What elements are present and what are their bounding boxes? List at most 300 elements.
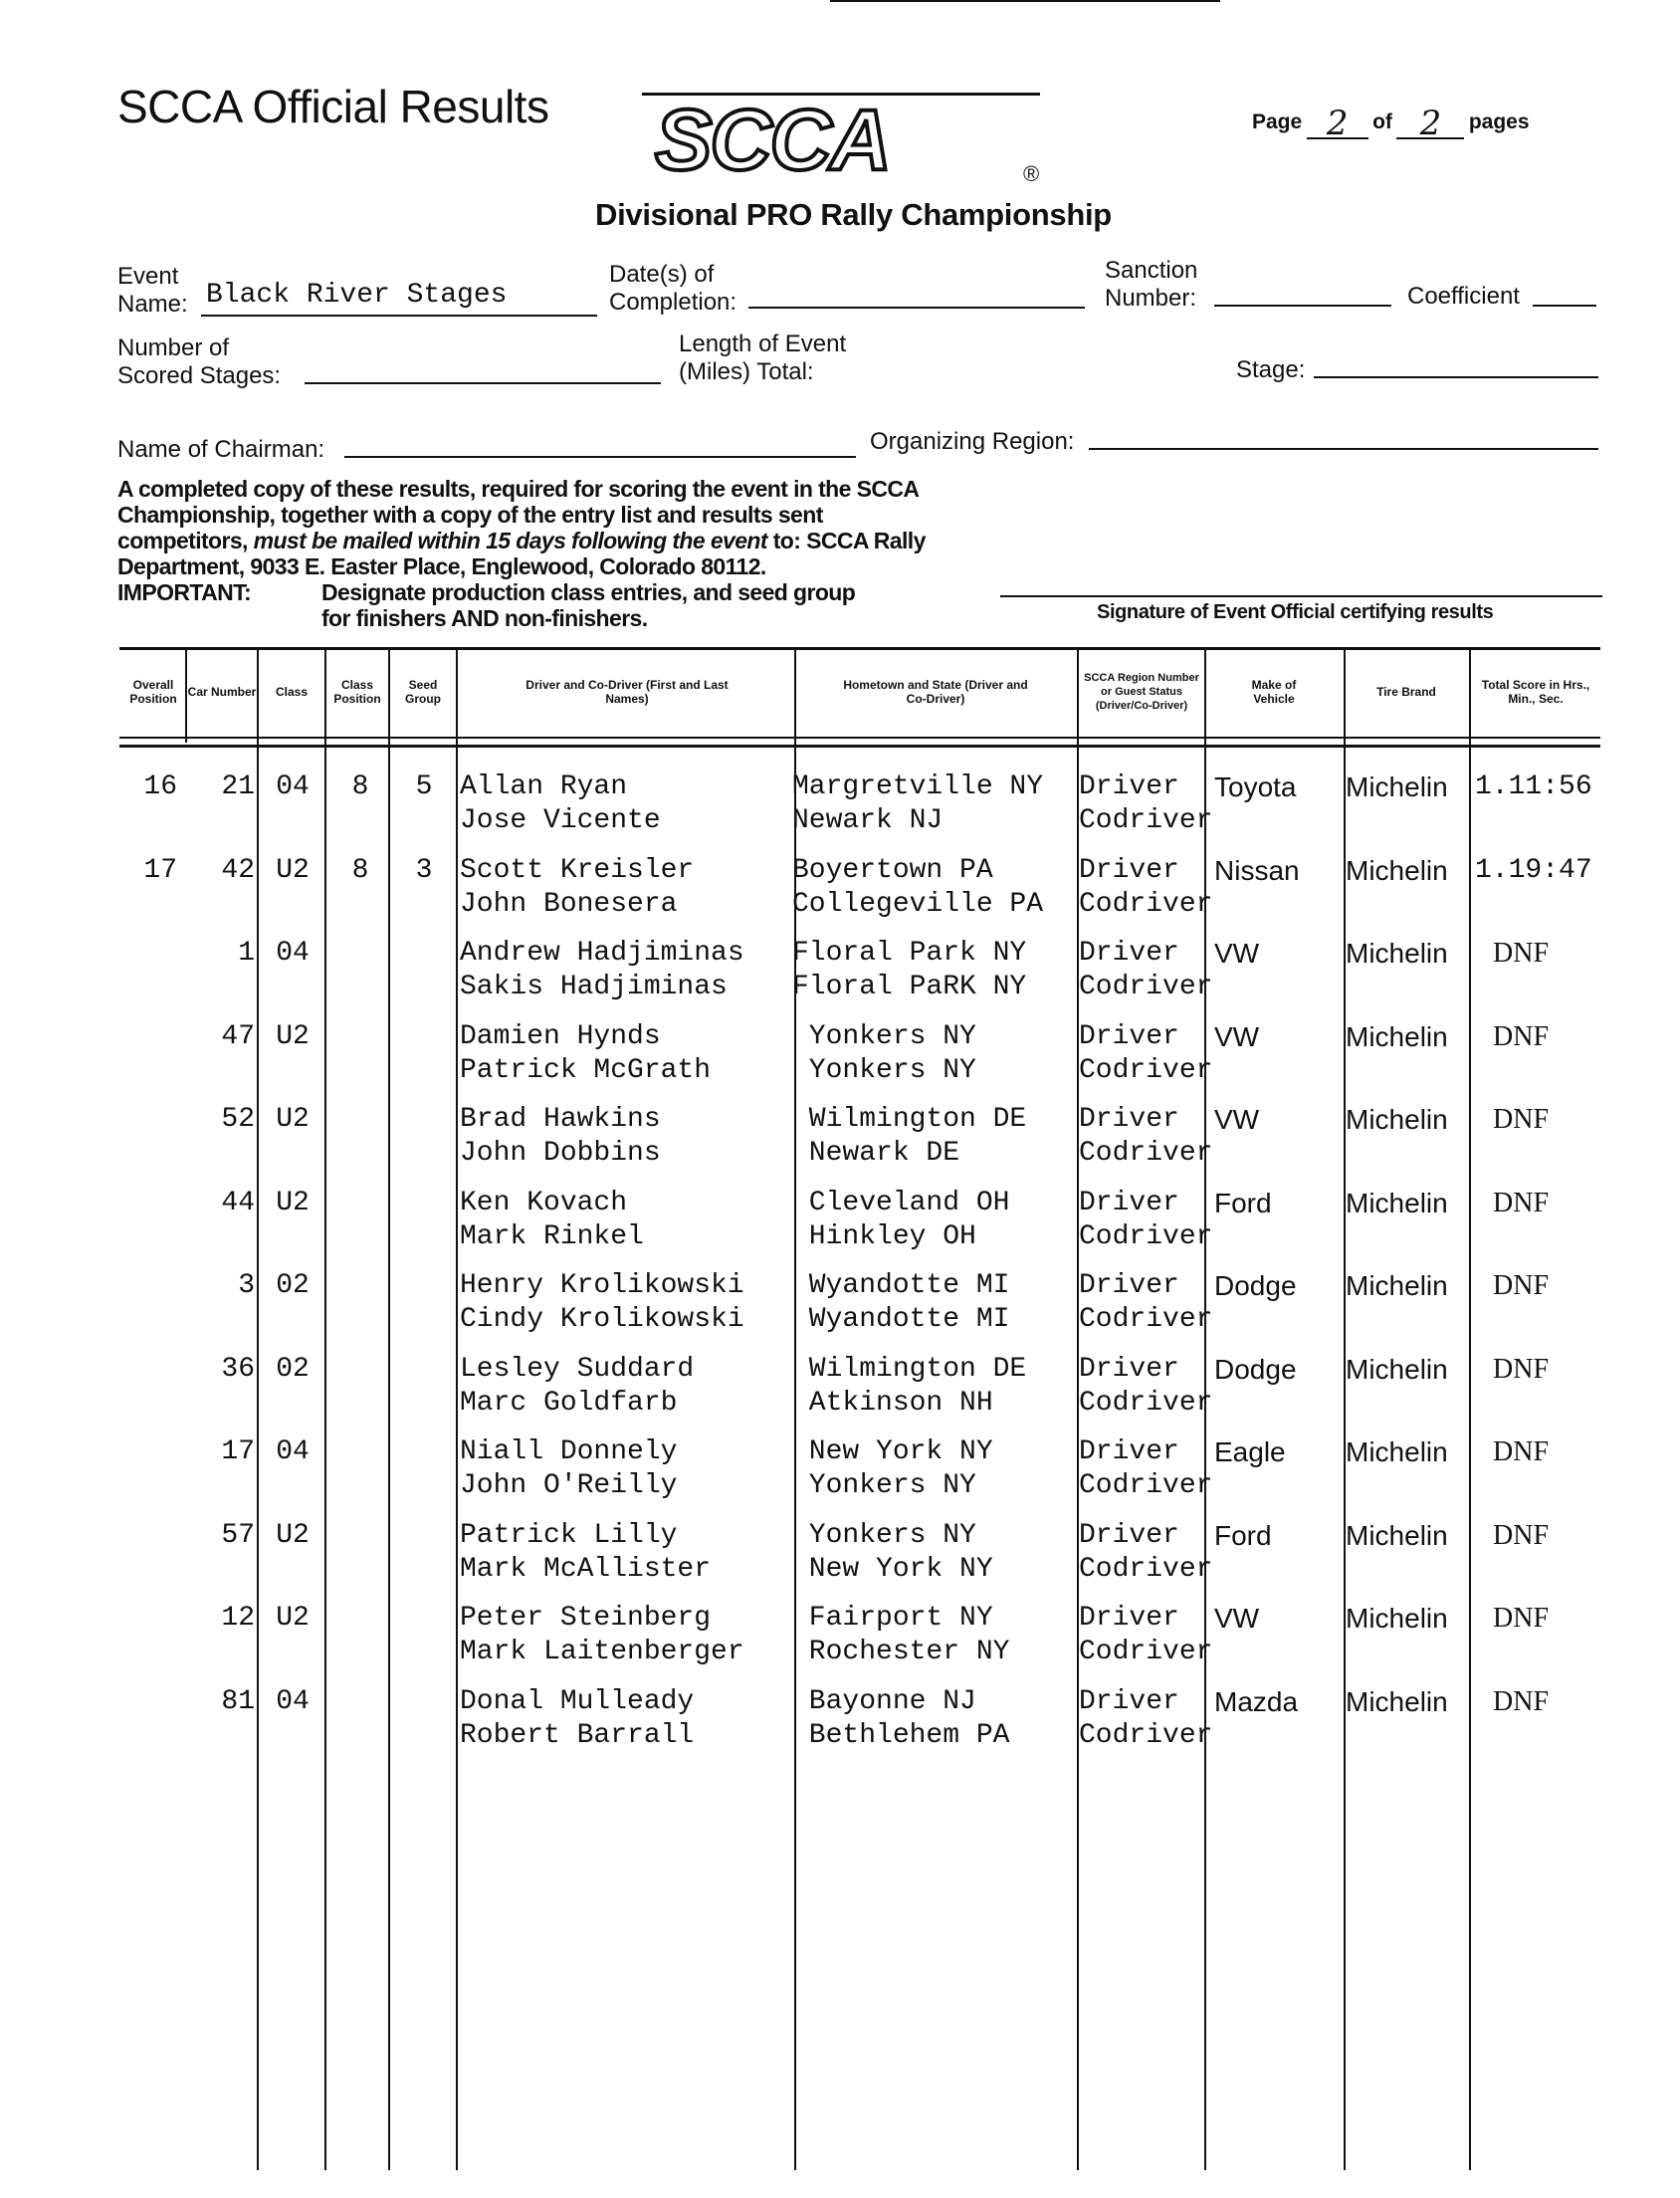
- col-divider-4: [388, 647, 390, 2170]
- car-number: [195, 1020, 255, 1054]
- class: [271, 1519, 315, 1553]
- driver-status: [1079, 1269, 1212, 1337]
- pages-label: pages: [1468, 110, 1530, 133]
- registered-mark: ®: [1023, 161, 1040, 186]
- driver-status-text: Driver: [1079, 771, 1179, 802]
- stages-label-line1: Number of: [117, 334, 230, 361]
- table-header-rule-2: [119, 745, 1600, 748]
- driver-name: [460, 1353, 694, 1421]
- class-position-text: 8: [351, 854, 369, 886]
- car-number: [195, 1353, 255, 1387]
- codriver-status: Codriver: [1079, 1054, 1213, 1086]
- codriver-hometown: Floral PaRK NY: [792, 972, 1027, 1002]
- class-text: 04: [276, 771, 310, 802]
- driver-hometown: [792, 1103, 1026, 1171]
- seed-group: [402, 854, 446, 888]
- dates-label-line1: Date(s) of: [609, 261, 715, 288]
- codriver-name: Cindy Krolikowski: [460, 1304, 744, 1335]
- driver-status-text: Driver: [1079, 938, 1179, 969]
- car-number-text: 57: [221, 1519, 255, 1551]
- driver-status: [1079, 1103, 1212, 1171]
- codriver-status: Codriver: [1079, 1719, 1213, 1751]
- vehicle-make-text: Eagle: [1214, 1436, 1286, 1467]
- class-text: U2: [276, 1020, 310, 1052]
- tire-brand-text: Michelin: [1346, 1020, 1448, 1052]
- region-field-line[interactable]: [1089, 448, 1598, 450]
- class: [271, 1269, 315, 1303]
- important-text-1: Designate production class entries, and seed group: [321, 579, 856, 605]
- class-text: U2: [276, 1519, 310, 1551]
- total-score: [1493, 937, 1549, 971]
- vehicle-make: [1214, 854, 1300, 888]
- driver-status-text: Driver: [1079, 1436, 1179, 1467]
- class: [271, 1602, 315, 1636]
- driver-hometown: [792, 1353, 1026, 1421]
- driver-hometown: [792, 854, 1043, 922]
- total-score-text: 1.19:47: [1475, 854, 1592, 886]
- stage-field-line[interactable]: [1314, 376, 1598, 378]
- event-label-line2: Name:: [117, 291, 188, 318]
- tire-brand-text: Michelin: [1346, 1685, 1448, 1717]
- length-field-line[interactable]: [830, 0, 1220, 2]
- total-score: [1493, 1020, 1549, 1054]
- class-position: [338, 770, 382, 804]
- car-number-text: 47: [221, 1020, 255, 1052]
- driver-status: [1079, 1602, 1212, 1669]
- chairman-field-line[interactable]: [344, 456, 856, 458]
- tire-brand: [1346, 937, 1448, 971]
- codriver-hometown: Collegeville PA: [792, 888, 1044, 920]
- seed-group-text: 3: [415, 854, 433, 886]
- class: [271, 1187, 315, 1220]
- tire-brand: [1346, 1187, 1448, 1220]
- event-name-line: [201, 315, 597, 317]
- col-header-class: Class: [275, 685, 309, 699]
- codriver-status: Codriver: [1079, 1637, 1213, 1667]
- vehicle-make-text: VW: [1214, 1603, 1260, 1634]
- driver-name-text: Niall Donnely: [460, 1436, 678, 1467]
- driver-status: [1079, 854, 1212, 922]
- col-header-make: Make of Vehicle: [1251, 678, 1297, 706]
- vehicle-make-text: Toyota: [1214, 771, 1297, 802]
- vehicle-make-text: Ford: [1214, 1519, 1272, 1551]
- page-label: Page: [1252, 110, 1303, 133]
- driver-hometown-text: Boyertown PA: [792, 854, 993, 886]
- driver-name-text: Damien Hynds: [460, 1020, 661, 1052]
- driver-hometown-text: Bayonne NJ: [792, 1685, 976, 1717]
- codriver-status: Codriver: [1079, 1470, 1213, 1501]
- driver-hometown-text: Fairport NY: [792, 1603, 993, 1634]
- driver-name: [460, 1269, 744, 1337]
- class: [271, 1353, 315, 1387]
- driver-status: [1079, 1353, 1212, 1421]
- vehicle-make: [1214, 1187, 1272, 1220]
- vehicle-make-text: Mazda: [1214, 1685, 1299, 1717]
- driver-hometown: [792, 770, 1043, 838]
- total-score-text: DNF: [1493, 938, 1550, 969]
- tire-brand: [1346, 1602, 1448, 1636]
- codriver-status: Codriver: [1079, 1387, 1213, 1419]
- car-number: [195, 1187, 255, 1220]
- class-text: U2: [276, 1603, 310, 1634]
- class: [271, 1435, 315, 1469]
- total-score: [1493, 1519, 1549, 1553]
- driver-name-text: Peter Steinberg: [460, 1603, 712, 1634]
- driver-status-text: Driver: [1079, 1519, 1179, 1551]
- class-text: U2: [276, 1104, 310, 1135]
- car-number: [195, 1103, 255, 1137]
- codriver-hometown: Atkinson NH: [792, 1387, 993, 1419]
- driver-hometown: [792, 1269, 1009, 1337]
- col-header-tire: Tire Brand: [1376, 685, 1436, 699]
- vehicle-make-text: Ford: [1214, 1187, 1272, 1218]
- vehicle-make-text: Nissan: [1214, 854, 1300, 886]
- notice-text-1: A completed copy of these results, required for scoring the event in the SCCA Championship, together with a copy of the entry list and results sent competitors,: [117, 476, 919, 553]
- total-score-text: DNF: [1493, 1020, 1550, 1052]
- codriver-status: Codriver: [1079, 1220, 1213, 1252]
- car-number: [195, 854, 255, 888]
- codriver-status: Codriver: [1079, 1553, 1213, 1585]
- car-number-text: 12: [221, 1603, 255, 1634]
- codriver-hometown: Rochester NY: [792, 1637, 1010, 1667]
- dates-label-line2: Completion:: [609, 289, 737, 316]
- sanction-label-line1: Sanction: [1105, 257, 1198, 284]
- vehicle-make: [1214, 1519, 1272, 1553]
- codriver-hometown: Yonkers NY: [792, 1470, 976, 1501]
- driver-hometown-text: Yonkers NY: [792, 1519, 976, 1551]
- codriver-name: John Dobbins: [460, 1138, 661, 1169]
- class-text: U2: [276, 854, 310, 886]
- col-divider-5: [456, 647, 458, 2170]
- driver-name: [460, 1602, 744, 1669]
- event-name-label: [117, 263, 188, 319]
- stage-label: Stage:: [1236, 356, 1306, 383]
- total-score-text: DNF: [1493, 1685, 1550, 1717]
- total-score: [1493, 1187, 1549, 1220]
- driver-hometown: [792, 1685, 1009, 1753]
- driver-name: [460, 1685, 694, 1753]
- page-number: 2: [1326, 104, 1349, 143]
- tire-brand-text: Michelin: [1346, 1353, 1448, 1385]
- codriver-hometown: Newark DE: [792, 1138, 960, 1169]
- class-text: 04: [276, 938, 310, 969]
- codriver-status: Codriver: [1079, 972, 1213, 1002]
- vehicle-make: [1214, 1435, 1286, 1469]
- seed-group: [402, 770, 446, 804]
- car-number: [195, 770, 255, 804]
- total-score-text: DNF: [1493, 1519, 1550, 1551]
- driver-name-text: Donal Mulleady: [460, 1685, 695, 1717]
- col-header-class-position: Class Position: [333, 678, 381, 706]
- driver-name: [460, 1020, 711, 1088]
- driver-name: [460, 1435, 677, 1503]
- class: [271, 854, 315, 888]
- signature-line[interactable]: [1000, 595, 1602, 597]
- tire-brand-text: Michelin: [1346, 1603, 1448, 1634]
- col-header-seed: Seed Group: [405, 678, 441, 706]
- driver-name-text: Brad Hawkins: [460, 1104, 661, 1135]
- vehicle-make: [1214, 937, 1259, 971]
- driver-status-text: Driver: [1079, 1270, 1179, 1301]
- codriver-hometown: Newark NJ: [792, 805, 944, 836]
- tire-brand-text: Michelin: [1346, 1436, 1448, 1467]
- stages-field-line[interactable]: [305, 382, 661, 384]
- tire-brand-text: Michelin: [1346, 771, 1448, 802]
- driver-hometown: [792, 1435, 993, 1503]
- codriver-hometown: Wyandotte MI: [792, 1304, 1010, 1335]
- total-score: [1493, 1353, 1549, 1387]
- of-label: of: [1372, 110, 1392, 133]
- total-score-text: 1.11:56: [1475, 771, 1592, 802]
- coefficient-field-line[interactable]: [1533, 305, 1596, 307]
- total-score: [1493, 1685, 1549, 1719]
- sanction-label: [1105, 257, 1197, 313]
- tire-brand-text: Michelin: [1346, 1270, 1448, 1301]
- codriver-name: Robert Barrall: [460, 1719, 695, 1751]
- tire-brand: [1346, 1519, 1448, 1553]
- vehicle-make-text: VW: [1214, 938, 1260, 969]
- col-divider-3: [324, 647, 326, 2170]
- vehicle-make: [1214, 1602, 1259, 1636]
- driver-status-text: Driver: [1079, 1104, 1179, 1135]
- driver-name: [460, 1103, 661, 1171]
- tire-brand: [1346, 1269, 1448, 1303]
- car-number: [195, 937, 255, 971]
- total-score-text: DNF: [1493, 1270, 1550, 1301]
- class: [271, 1103, 315, 1137]
- overall-position: [139, 854, 177, 888]
- vehicle-make: [1214, 1685, 1298, 1719]
- codriver-name: Mark Rinkel: [460, 1220, 644, 1252]
- sanction-label-line2: Number:: [1105, 285, 1197, 312]
- car-number-text: 52: [221, 1104, 255, 1135]
- driver-status: [1079, 770, 1212, 838]
- codriver-hometown: New York NY: [792, 1553, 993, 1585]
- class: [271, 770, 315, 804]
- driver-hometown-text: Wilmington DE: [792, 1353, 1027, 1385]
- driver-hometown: [792, 937, 1026, 1004]
- col-divider-2: [257, 647, 259, 2170]
- form-title: SCCA Official Results: [117, 81, 549, 132]
- col-divider-10: [1469, 647, 1471, 2170]
- car-number-text: 36: [221, 1353, 255, 1385]
- driver-status: [1079, 1435, 1212, 1503]
- codriver-status: Codriver: [1079, 805, 1213, 836]
- class: [271, 1685, 315, 1719]
- stages-label: [117, 334, 281, 390]
- notice-text-2: to: SCCA Rally Department, 9033 E. Easter Place, Englewood, Colorado 80112.: [117, 528, 926, 579]
- tire-brand: [1346, 1685, 1448, 1719]
- driver-name: [460, 854, 694, 922]
- class-position: [338, 854, 382, 888]
- car-number-text: 17: [221, 1436, 255, 1467]
- driver-hometown-text: Cleveland OH: [792, 1187, 1010, 1218]
- stages-label-line2: Scored Stages:: [117, 362, 282, 389]
- driver-hometown-text: Margretville NY: [792, 771, 1044, 802]
- overall-position-text: 16: [143, 771, 177, 802]
- car-number: [195, 1685, 255, 1719]
- driver-status-text: Driver: [1079, 1353, 1179, 1385]
- vehicle-make-text: Dodge: [1214, 1353, 1297, 1385]
- car-number-text: 3: [238, 1270, 255, 1301]
- driver-hometown-text: New York NY: [792, 1436, 993, 1467]
- codriver-name: Sakis Hadjiminas: [460, 972, 728, 1002]
- important-text-2: for finishers AND non-finishers.: [321, 605, 648, 631]
- signature-label: Signature of Event Official certifying results: [1097, 601, 1494, 623]
- tire-brand: [1346, 1353, 1448, 1387]
- tire-brand-text: Michelin: [1346, 1187, 1448, 1218]
- codriver-status: Codriver: [1079, 1138, 1213, 1169]
- seed-group-text: 5: [415, 771, 433, 802]
- tire-brand: [1346, 1020, 1448, 1054]
- driver-hometown: [792, 1602, 1009, 1669]
- tire-brand: [1346, 1435, 1448, 1469]
- codriver-hometown: Yonkers NY: [792, 1054, 976, 1086]
- submission-notice: [117, 476, 953, 631]
- driver-name: [460, 1187, 644, 1254]
- car-number: [195, 1519, 255, 1553]
- tire-brand: [1346, 770, 1448, 804]
- total-score: [1493, 1103, 1549, 1137]
- total-score-text: DNF: [1493, 1436, 1550, 1467]
- driver-name-text: Patrick Lilly: [460, 1519, 678, 1551]
- tire-brand-text: Michelin: [1346, 1104, 1448, 1135]
- driver-status: [1079, 1519, 1212, 1587]
- tire-brand: [1346, 854, 1448, 888]
- region-label: Organizing Region:: [870, 428, 1075, 455]
- vehicle-make-text: VW: [1214, 1020, 1260, 1052]
- driver-hometown-text: Yonkers NY: [792, 1020, 976, 1052]
- vehicle-make: [1214, 1020, 1259, 1054]
- vehicle-make: [1214, 770, 1297, 804]
- class-text: 04: [276, 1685, 310, 1717]
- driver-name-text: Ken Kovach: [460, 1187, 628, 1218]
- vehicle-make-text: Dodge: [1214, 1270, 1297, 1301]
- total-score: [1493, 1269, 1549, 1303]
- driver-status: [1079, 937, 1212, 1004]
- page-total-field: [1396, 98, 1464, 143]
- codriver-name: John O'Reilly: [460, 1470, 678, 1501]
- class-text: 02: [276, 1270, 310, 1301]
- codriver-status: Codriver: [1079, 1304, 1213, 1335]
- overall-position: [139, 770, 177, 804]
- total-score: [1493, 1602, 1549, 1636]
- driver-status-text: Driver: [1079, 854, 1179, 886]
- car-number-text: 44: [221, 1187, 255, 1218]
- car-number-text: 81: [221, 1685, 255, 1717]
- total-score: [1475, 770, 1592, 804]
- driver-status: [1079, 1187, 1212, 1254]
- table-header-rule: [119, 737, 1600, 739]
- driver-status-text: Driver: [1079, 1020, 1179, 1052]
- driver-hometown-text: Wilmington DE: [792, 1104, 1027, 1135]
- driver-status: [1079, 1685, 1212, 1753]
- length-label-line2: (Miles) Total:: [679, 358, 814, 385]
- scca-logo: [647, 92, 1055, 191]
- car-number: [195, 1602, 255, 1636]
- col-header-score: Total Score in Hrs., Min., Sec.: [1481, 678, 1590, 706]
- driver-name: [460, 1519, 711, 1587]
- driver-name-text: Andrew Hadjiminas: [460, 938, 744, 969]
- vehicle-make-text: VW: [1214, 1104, 1260, 1135]
- driver-hometown: [792, 1519, 993, 1587]
- tire-brand: [1346, 1103, 1448, 1137]
- car-number-text: 1: [238, 938, 255, 969]
- chairman-label: Name of Chairman:: [117, 436, 325, 463]
- driver-hometown: [792, 1020, 976, 1088]
- important-note: [117, 579, 953, 605]
- length-label: [679, 330, 846, 386]
- col-header-driver: Driver and Co-Driver (First and Last Names): [525, 678, 729, 706]
- car-number-text: 42: [221, 854, 255, 886]
- total-score-text: DNF: [1493, 1104, 1550, 1135]
- vehicle-make: [1214, 1269, 1297, 1303]
- page-counter: [1252, 98, 1530, 143]
- col-header-car: Car Number: [187, 685, 257, 699]
- scca-logo-text: SCCA: [655, 93, 890, 188]
- codriver-name: Mark Laitenberger: [460, 1637, 744, 1667]
- driver-status: [1079, 1020, 1212, 1088]
- codriver-hometown: Bethlehem PA: [792, 1719, 1010, 1751]
- codriver-status: Codriver: [1079, 888, 1213, 920]
- codriver-name: Patrick McGrath: [460, 1054, 712, 1086]
- driver-hometown-text: Floral Park NY: [792, 938, 1027, 969]
- tire-brand-text: Michelin: [1346, 938, 1448, 969]
- dates-field-line[interactable]: [748, 307, 1085, 309]
- class-text: U2: [276, 1187, 310, 1218]
- col-header-hometown: Hometown and State (Driver and Co-Driver): [843, 678, 1028, 706]
- vehicle-make: [1214, 1353, 1297, 1387]
- total-score-text: DNF: [1493, 1187, 1550, 1218]
- driver-hometown-text: Wyandotte MI: [792, 1270, 1010, 1301]
- page-number-field: [1307, 98, 1368, 143]
- car-number: [195, 1269, 255, 1303]
- class-text: 02: [276, 1353, 310, 1385]
- driver-name: [460, 770, 661, 838]
- event-name-value: Black River Stages: [206, 280, 508, 311]
- codriver-name: John Bonesera: [460, 888, 678, 920]
- class: [271, 1020, 315, 1054]
- driver-status-text: Driver: [1079, 1187, 1179, 1218]
- driver-status-text: Driver: [1079, 1685, 1179, 1717]
- driver-status-text: Driver: [1079, 1603, 1179, 1634]
- form-subtitle: Divisional PRO Rally Championship: [595, 197, 1112, 232]
- total-score-text: DNF: [1493, 1353, 1550, 1385]
- driver-name: [460, 937, 744, 1004]
- total-score-text: DNF: [1493, 1603, 1550, 1634]
- event-label-line1: Event: [117, 263, 179, 290]
- car-number-text: 21: [221, 771, 255, 802]
- total-score: [1493, 1435, 1549, 1469]
- page-total: 2: [1419, 104, 1442, 143]
- car-number: [195, 1435, 255, 1469]
- class-text: 04: [276, 1436, 310, 1467]
- codriver-hometown: Hinkley OH: [792, 1220, 976, 1252]
- sanction-field-line[interactable]: [1214, 305, 1391, 307]
- col-header-region: SCCA Region Number or Guest Status (Driver/Co-Driver): [1084, 672, 1199, 712]
- total-score: [1475, 854, 1592, 888]
- codriver-name: Jose Vicente: [460, 805, 661, 836]
- class: [271, 937, 315, 971]
- overall-position-text: 17: [143, 854, 177, 886]
- length-label-line1: Length of Event: [679, 330, 847, 357]
- tire-brand-text: Michelin: [1346, 854, 1448, 886]
- notice-emphasis: must be mailed within 15 days following the event: [253, 528, 767, 553]
- driver-name-text: Henry Krolikowski: [460, 1270, 744, 1301]
- codriver-name: Mark McAllister: [460, 1553, 712, 1585]
- codriver-name: Marc Goldfarb: [460, 1387, 678, 1419]
- dates-label: [609, 261, 736, 317]
